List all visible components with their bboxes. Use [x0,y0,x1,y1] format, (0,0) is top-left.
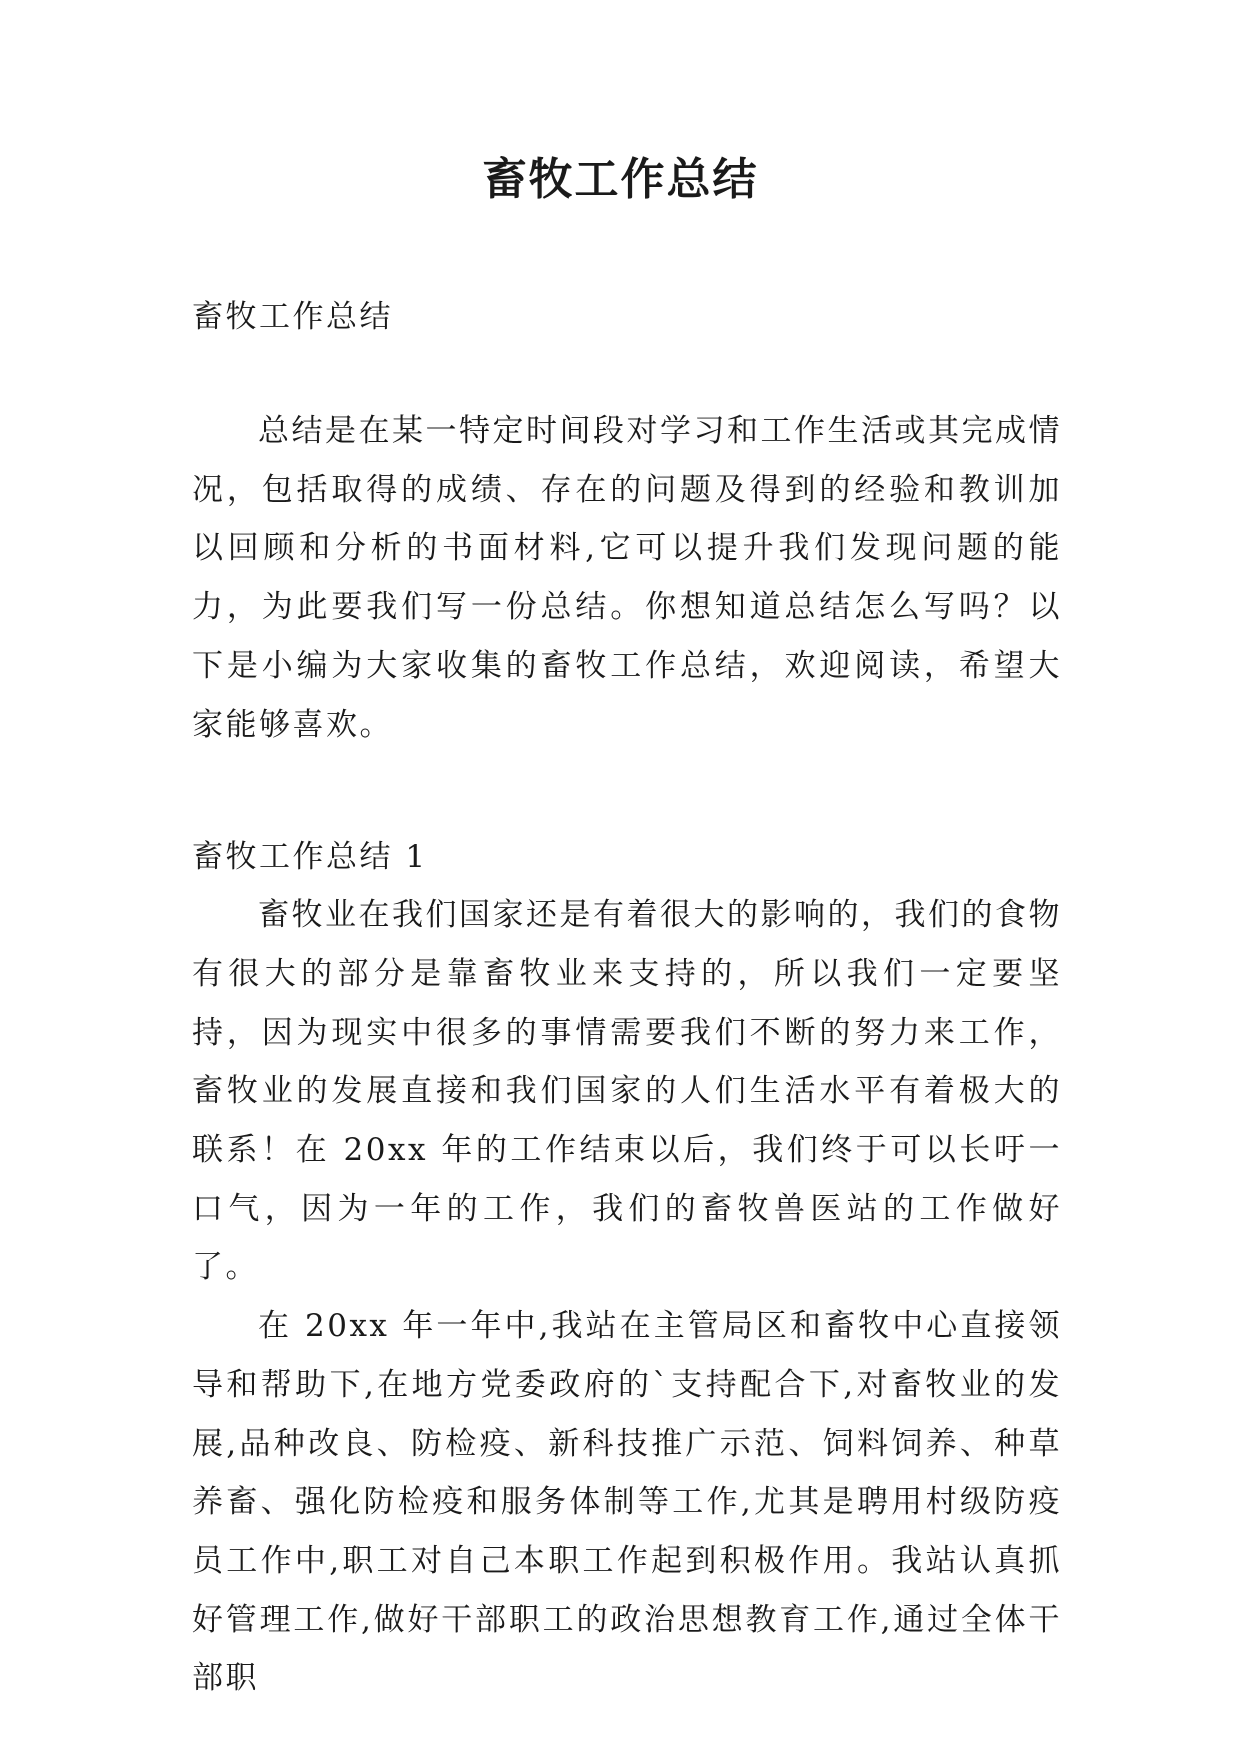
document-subtitle: 畜牧工作总结 [192,299,393,335]
document-title: 畜牧工作总结 [482,154,759,205]
intro-paragraph: 总结是在某一特定时间段对学习和工作生活或其完成情况，包括取得的成绩、存在的问题及得到的经验和教训加以回顾和分析的书面材料,它可以提升我们发现问题的能力，为此要我们写一份总结。你想知道总结怎么写吗？以下是小编为大家收集的畜牧工作总结，欢迎阅读，希望大家能够喜欢。 [192,413,1062,743]
section-heading: 畜牧工作总结 1 [192,839,428,876]
spacer [192,346,1062,402]
document-body [192,288,1062,1708]
section-paragraph: 在 20xx 年一年中,我站在主管局区和畜牧中心直接领导和帮助下,在地方党委政府的`支持配合下,对畜牧业的发展,品种改良、防检疫、新科技推广示范、饲料饲养、种草养畜、强化防检疫和服务体制等工作,尤其是聘用村级防疫员工作中,职工对自己本职工作起到积极作用。我站认真抓好管理工作,做好干部职工的政治思想教育工作,通过全体干部职 [192,1308,1062,1697]
section-paragraph: 畜牧业在我们国家还是有着很大的影响的，我们的食物有很大的部分是靠畜牧业来支持的，所以我们一定要坚持，因为现实中很多的事情需要我们不断的努力来工作，畜牧业的发展直接和我们国家的人们生活水平有着极大的联系！在 20xx 年的工作结束以后，我们终于可以长吁一口气，因为一年的工作，我们的畜牧兽医站的工作做好了。 [192,897,1062,1286]
spacer [192,754,1062,828]
